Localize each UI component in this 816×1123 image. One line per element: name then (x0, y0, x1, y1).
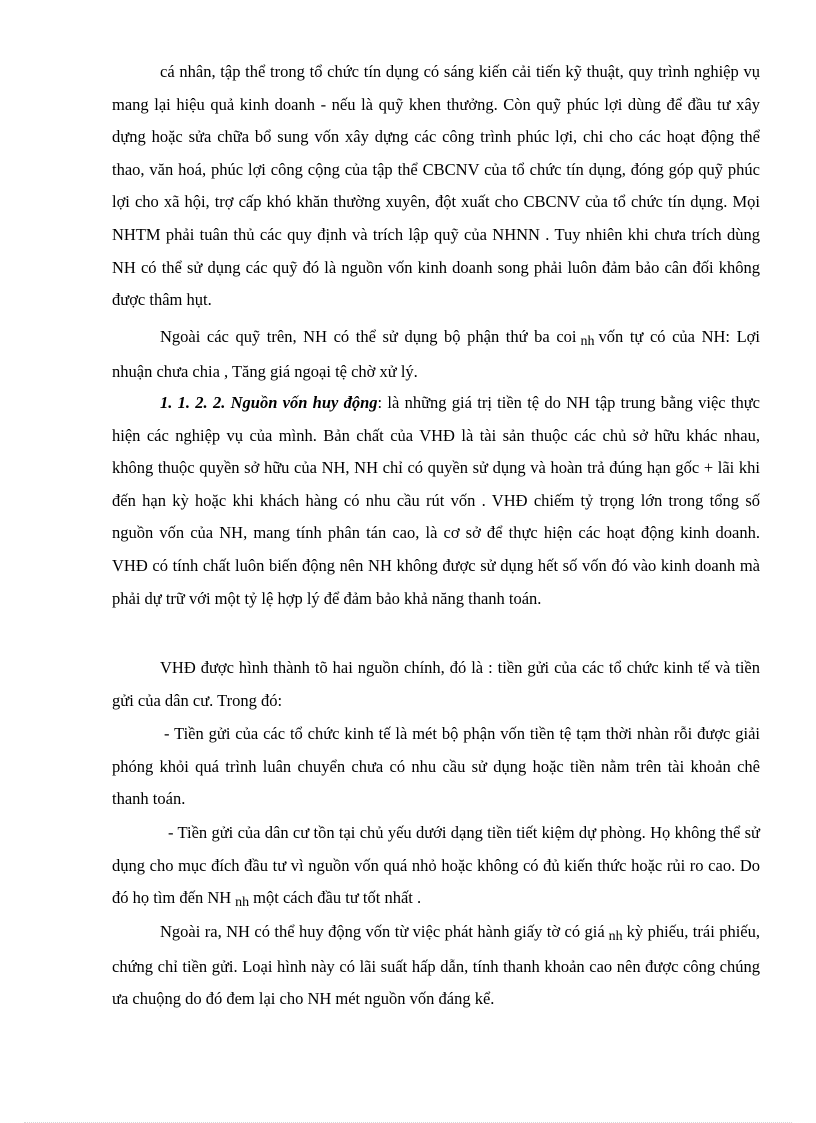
paragraph-fund-usage (112, 56, 760, 317)
subscript-mark: nh (580, 334, 595, 349)
paragraph-text: kỳ phiếu, trái phiếu, chứng chỉ tiền gửi. Loại hình này có lãi suất hấp dẫn, tính thanh khoản cao nên được công chúng ưa chuộng do đó đem lại cho NH mét nguồn vốn đáng kể. (112, 922, 760, 1009)
paragraph-text: cá nhân, tập thể trong tổ chức tín dụng có sáng kiến cải tiến kỹ thuật, quy trình nghiệp vụ mang lại hiệu quả kinh doanh - nếu là quỹ khen thưởng. Còn quỹ phúc lợi dùng để đầu tư xây dựng hoặc sửa chữa bổ sung vốn xây dựng các công trình phúc lợi, chi cho các hoạt động thể thao, văn hoá, phúc lợi công cộng của tập thể CBCNV của tổ chức tín dụng, đóng góp quỹ phúc lợi cho xã hội, trợ cấp khó khăn thường xuyên, đột xuất cho CBCNV của tổ chức tín dụng. Mọi NHTM phải tuân thủ các quy định và trích lập quỹ của NHNN . Tuy nhiên khi chưa trích dùng NH có thể sử dụng các quỹ đó là nguồn vốn kinh doanh song phải luôn đảm bảo cân đối không được thâm hụt. (112, 62, 760, 310)
paragraph-text: Ngoài các quỹ trên, NH có thể sử dụng bộ phận thứ ba coi (160, 327, 577, 346)
paragraph-two-sources (112, 652, 760, 717)
paragraph-third-component (112, 321, 760, 388)
paragraph-text: : là những giá trị tiền tệ do NH tập trung bằng việc thực hiện các nghiệp vụ của mình. Bản chất của VHĐ là tài sản thuộc các chủ sở hữu khác nhau, không thuộc quyền sở hữu của NH, NH chỉ có quyền sử dụng và hoàn trả đúng hạn gốc + lãi khi đến hạn kỳ hoặc khi khách hàng có nhu cầu rút vốn . VHĐ chiếm tỷ trọng lớn trong tổng số nguồn vốn của NH, mang tính phân tán cao, là cơ sở để thực hiện các hoạt động kinh doanh. VHĐ có tính chất luôn biến động nên NH không được sử dụng hết số vốn đó vào kinh doanh mà phải dự trữ với một tỷ lệ hợp lý để đảm bảo khả năng thanh toán. (112, 393, 760, 608)
paragraph-enterprise-deposits (112, 718, 760, 816)
paragraph-mobilized-capital (112, 387, 760, 615)
subscript-mark: nh (235, 895, 250, 911)
paragraph-text: VHĐ được hình thành tõ hai nguồn chính, đó là : tiền gửi của các tổ chức kinh tế và tiền gửi của dân cư. Trong đó: (112, 658, 760, 710)
subscript-mark: nh (608, 929, 623, 944)
paragraph-text: Ngoài ra, NH có thể huy động vốn từ việc phát hành giấy tờ có giá (160, 922, 605, 941)
paragraph-text: - Tiền gửi của các tổ chức kinh tế là mét bộ phận vốn tiền tệ tạm thời nhàn rỗi được giải phóng khỏi quá trình luân chuyển chưa có nhu cầu sử dụng hoặc tiền nằm trên tài khoản chê thanh toán. (112, 724, 760, 809)
paragraph-text: - Tiền gửi của dân cư tồn tại chủ yếu dưới dạng tiền tiết kiệm dự phòng. Họ không thể sử dụng cho mục đích đầu tư vì nguồn vốn quá nhỏ hoặc không có đủ kiến thức hoặc rủi ro cao. Do đó họ tìm đến NH (112, 823, 760, 908)
paragraph-valuable-papers (112, 916, 760, 1016)
paragraph-text: một cách đầu tư tốt nhất . (253, 888, 422, 908)
paragraph-text: vốn tự có của NH: Lợi nhuận chưa chia , Tăng giá ngoại tệ chờ xử lý. (112, 327, 760, 381)
paragraph-resident-deposits (112, 817, 760, 917)
section-heading: 1. 1. 2. 2. Nguồn vốn huy động (160, 393, 378, 412)
